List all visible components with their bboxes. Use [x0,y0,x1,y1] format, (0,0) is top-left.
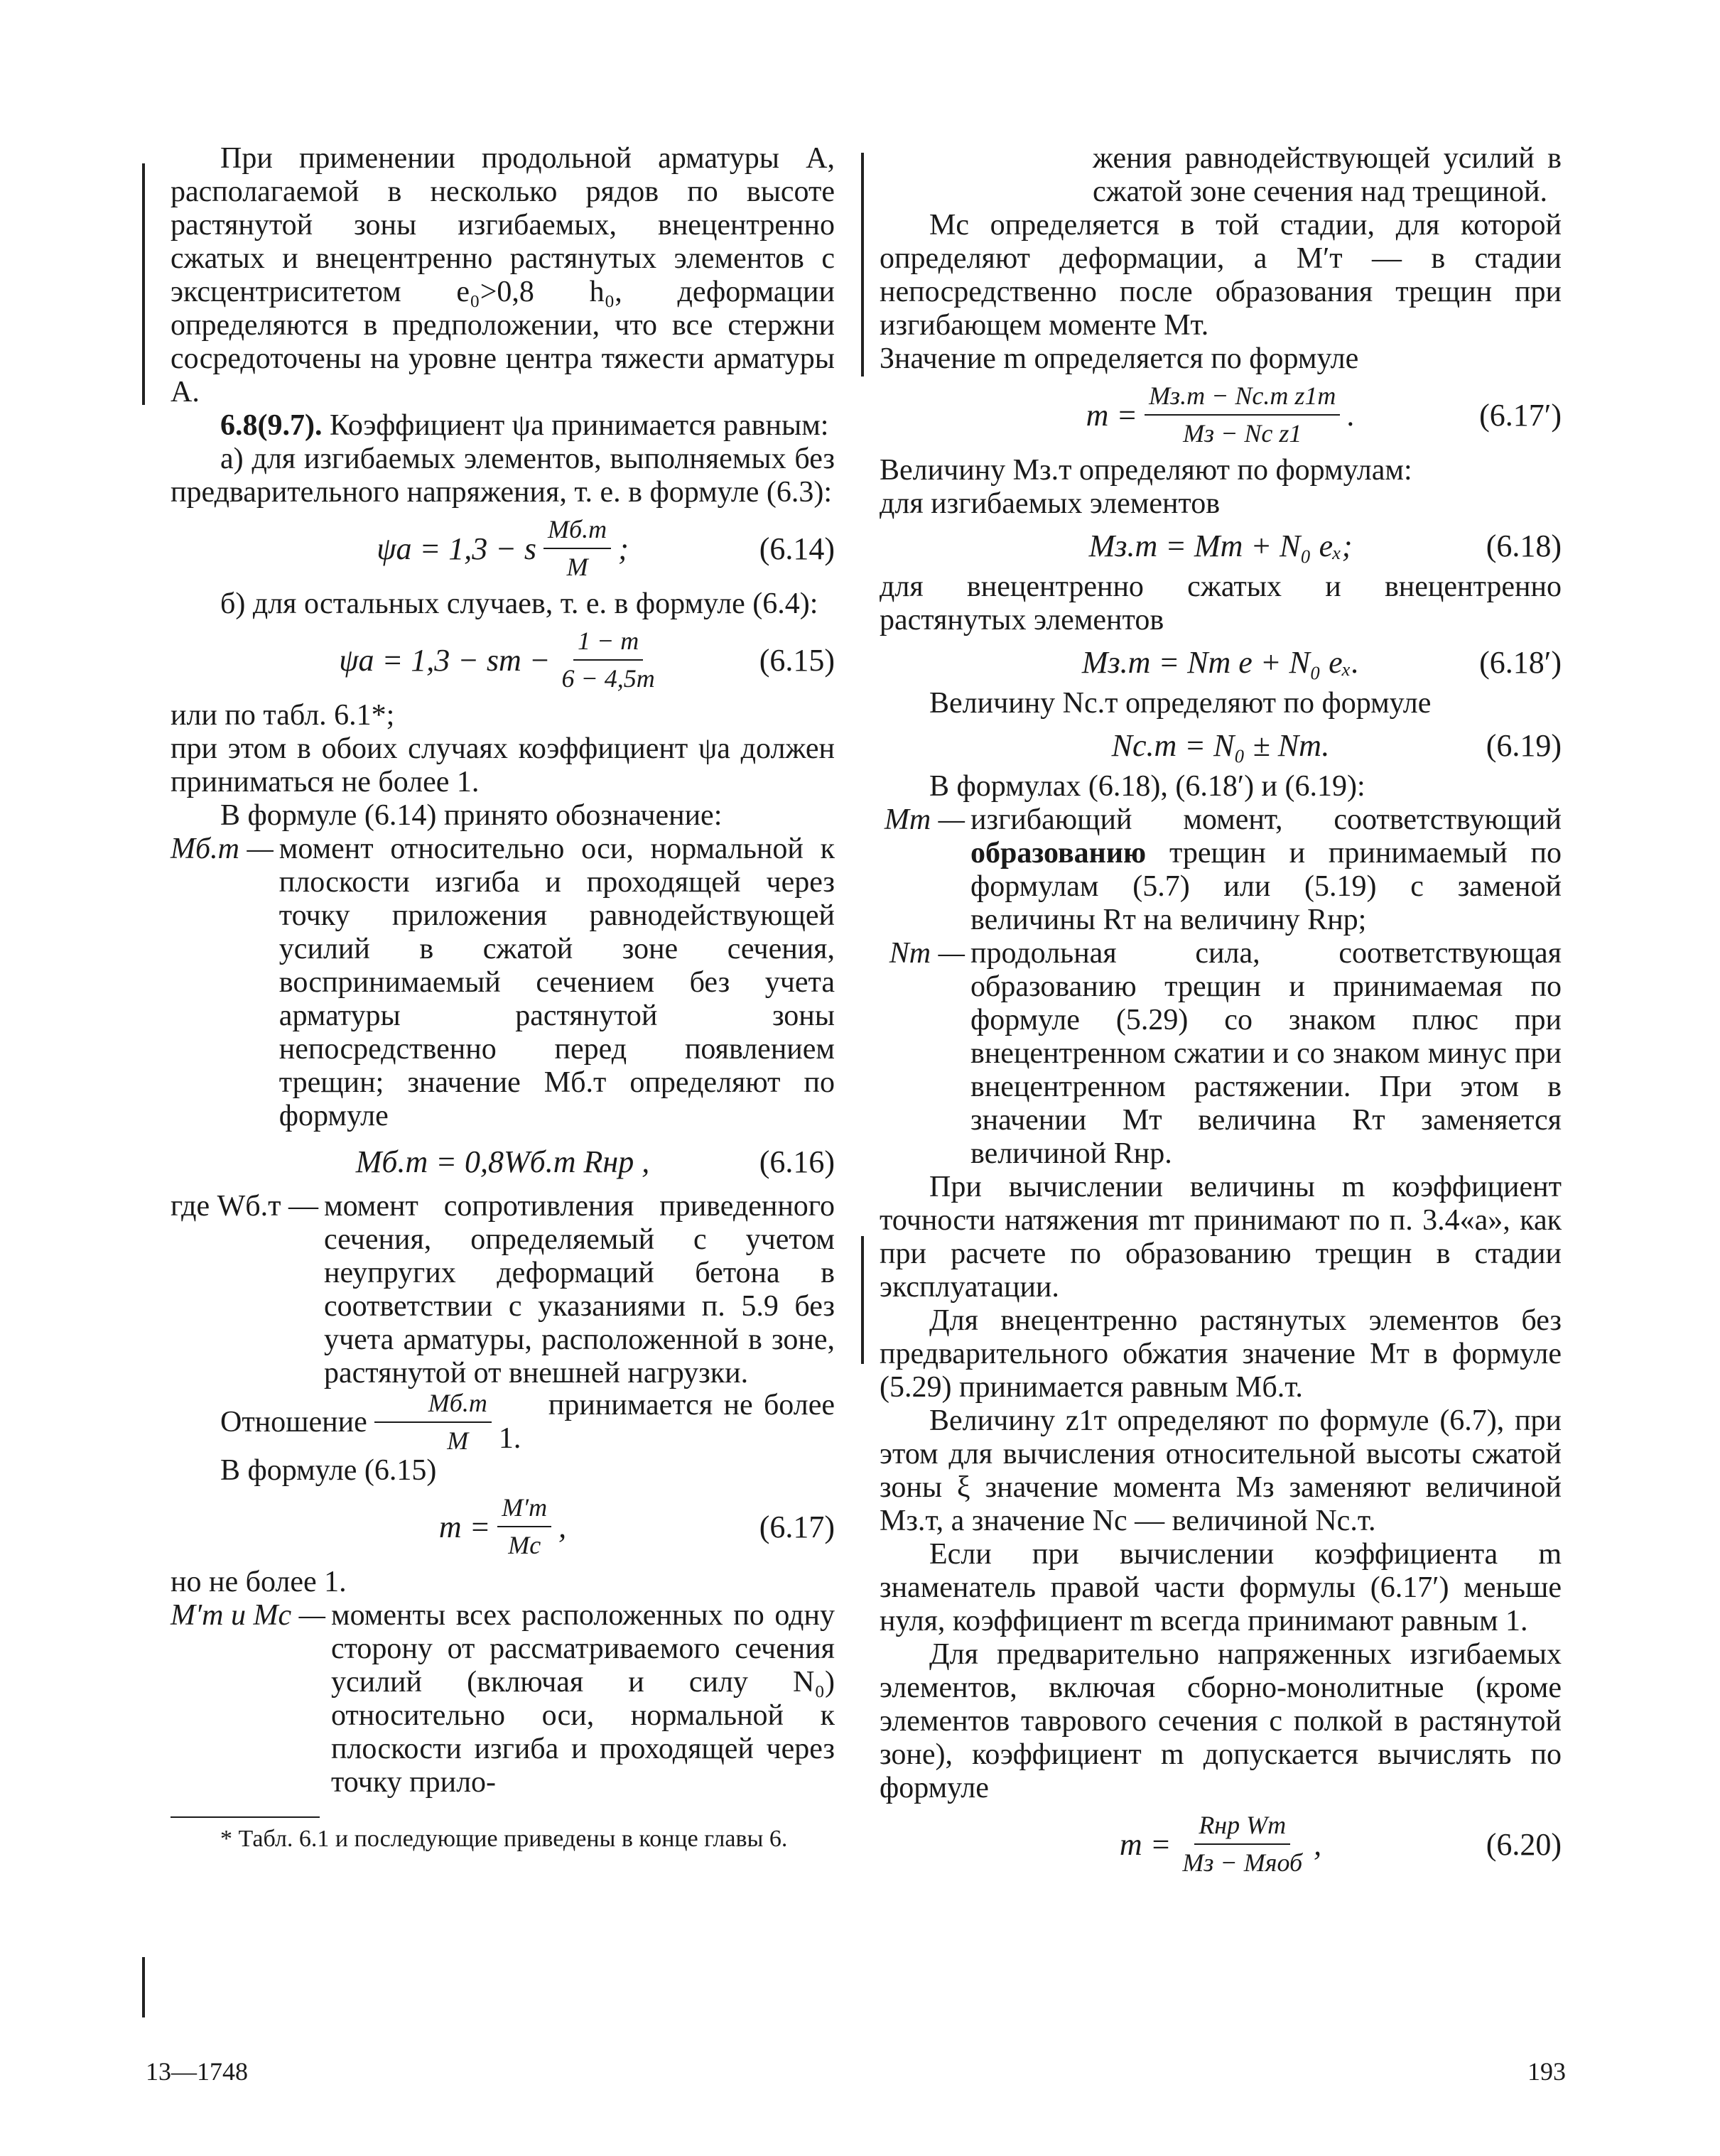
margin-bar-left [142,163,145,405]
formula-6-17 [171,1488,835,1566]
footnote: * Табл. 6.1 и последующие приведены в конце главы 6. [220,1826,788,1852]
formula-6-20-fraction [1178,1809,1307,1880]
formula-6-18-number: (6.18) [1486,528,1562,563]
fraction-numerator: M′т [497,1491,551,1527]
formula-6-17-fraction [497,1491,551,1562]
formula-6-16-body: Mб.т = 0,8Wб.т Rнр , [355,1144,650,1179]
formula-6-17-number: (6.17) [759,1509,835,1544]
paragraph-prestress: Для предварительно напряженных изгибаемых элементов, включая сборно-монолитные (кроме элементов таврового сечения с полкой в растянутой зоне), коэффициент m допускается вычислять по формуле [880,1638,1562,1804]
formula-6-17-lhs: m = [438,1509,491,1544]
formula-6-19-body: Nс.т = N₀ ± Nт. [1111,727,1330,763]
definition-nt [880,937,1562,1171]
fraction-numerator: Mб.т [374,1387,492,1423]
fraction-denominator: Mс [508,1531,541,1559]
paragraph-ratio [171,1390,835,1454]
definition-wbt [171,1190,835,1390]
formula-6-15-lhs: ψа = 1,3 − sm − [339,642,551,678]
formula-6-18-body: Mз.т = Mт + N₀ eₓ; [1088,528,1353,563]
definition-bold-word: образованию [970,837,1147,870]
section-number: 6.8(9.7). [220,409,323,442]
fraction-denominator: M [447,1426,469,1455]
margin-bar-middle [861,153,864,377]
paragraph-formula-6-14-notation: В формуле (6.14) принято обозначение: [220,799,723,832]
fraction-denominator: 6 − 4,5m [561,664,655,693]
margin-bar-footnote [142,1957,145,2017]
formula-6-20-lhs: m = [1119,1826,1172,1862]
definition-mt [880,803,1562,937]
definition-mbt [171,833,835,1133]
paragraph-z1t: Величину z1т определяют по формуле (6.7), при этом для вычисления относительной высоты сжатой зоны ξ значение момента Mз заменяют величиной Mз.т, а значение Nс — величиной Nс.т. [880,1404,1562,1537]
definition-term: Mт — [884,803,965,836]
formula-6-20-tail: , [1314,1826,1322,1862]
formula-6-17-prime-lhs: m = [1086,397,1138,433]
fraction-numerator: Mб.т [543,513,611,549]
formula-6-14-number: (6.14) [759,531,835,566]
formula-6-18-prime-number: (6.18′) [1479,644,1562,680]
paragraph-arrangement: При применении продольной арматуры A, располагаемой в несколько рядов по высоте растянутой зоны изгибаемых, внецентренно сжатых и внецентренно растянутых элементов с эксцентриситетом e₀>0,8 h₀, деформации определяются в предположении, что все стержни сосредоточены на уровне центра тяжести арматуры A. [171,142,835,408]
fraction-denominator: Mз − Nс z1 [1183,419,1302,448]
formula-6-15-number: (6.15) [759,642,835,678]
definition-term: Mб.т — [171,833,274,865]
formula-6-17-prime-fraction [1145,379,1340,450]
formula-6-15-fraction [558,624,659,695]
paragraph-eccentric: для внецентренно сжатых и внецентренно растянутых элементов [880,570,1562,636]
formula-6-14 [171,509,835,587]
fraction-denominator: Mз − Mяоб [1182,1848,1303,1877]
right-column [880,142,1562,1883]
section-text: Коэффициент ψа принимается равным: [329,409,829,442]
definition-description: моменты всех расположенных по одну сторону от рассматриваемого сечения усилий (включая и силу N₀) относительно оси, нормальной к плоскости изгиба и проходящей через точку прило- [330,1599,835,1799]
ratio-post: принимается не более 1. [498,1389,835,1455]
formula-6-16 [171,1133,835,1190]
definition-text-1: изгибающий момент, соответствующий [970,803,1562,836]
definition-term: где Wб.т — [171,1190,319,1223]
paragraph-bending: для изгибаемых элементов [880,487,1221,520]
definition-text-2: трещин и принимаемый по формулам (5.7) или (5.19) с заменой величины Rт на величину Rнр; [970,837,1562,936]
signature-mark: 13—1748 [146,2057,248,2086]
formula-6-18-prime-body: Mз.т = Nт e + N₀ eₓ. [1081,644,1360,680]
left-column [171,142,835,1853]
formula-6-16-number: (6.16) [759,1144,835,1179]
paragraph-m-value: Значение m определяется по формуле [880,342,1359,375]
formula-6-18-prime [880,637,1562,687]
formula-6-15 [171,621,835,699]
paragraph-tension: Для внецентренно растянутых элементов без предварительного обжатия значение Mт в формуле (5.29) принимается равным Mб.т. [880,1304,1562,1404]
formula-6-17-prime-number: (6.17′) [1479,397,1562,433]
item-a: а) для изгибаемых элементов, выполняемых без предварительного напряжения, т. е. в формуле (6.3): [171,443,835,509]
footnote-rule [171,1816,320,1818]
formula-6-18 [880,521,1562,570]
definition-term: M′т и Mс — [171,1599,325,1632]
paragraph-table-ref: или по табл. 6.1*; [171,699,395,732]
paragraph-in-formulas: В формулах (6.18), (6.18′) и (6.19): [929,770,1365,803]
formula-6-17-tail: , [558,1509,567,1544]
margin-bar-right-lower [861,1236,864,1364]
definition-description: момент сопротивления приведенного сечения, определяемый с учетом неупругих деформаций бетона в соответствии с указаниями п. 5.9 без учета арматуры, расположенной в зоне, растянутой от внешней нагрузки. [324,1190,835,1390]
paragraph-formula-6-15: В формуле (6.15) [220,1454,437,1487]
formula-6-14-tail: ; [618,531,629,566]
formula-6-20 [880,1805,1562,1883]
definition-mt-mc [171,1599,835,1799]
formula-6-19-number: (6.19) [1486,727,1562,763]
paragraph-not-more: но не более 1. [171,1566,347,1598]
item-b: б) для остальных случаев, т. е. в формуле (6.4): [220,587,818,620]
definition-term: Nт — [889,937,965,970]
formula-6-20-number: (6.20) [1486,1826,1562,1862]
fraction-numerator: Rнр Wт [1194,1809,1290,1845]
paragraph-negative: Если при вычислении коэффициента m знаменатель правой части формулы (6.17′) меньше нуля, коэффициент m всегда принимают равным 1. [880,1538,1562,1637]
fraction-numerator: Mз.т − Nс.т z1т [1145,379,1340,416]
formula-6-17-prime-tail: . [1347,397,1356,433]
definition-description [970,803,1562,937]
formula-6-17-prime [880,376,1562,454]
ratio-pre: Отношение [220,1405,367,1439]
definition-description: продольная сила, соответствующая образованию трещин и принимаемая по формуле (5.29) со знаком плюс при внецентренном сжатии и со знаком минус при внецентренном растяжении. При этом в значении Mт величина Rт заменяется величиной Rнр. [970,937,1562,1170]
fraction-numerator: 1 − m [573,624,643,661]
paragraph-both-cases: при этом в обоих случаях коэффициент ψа должен приниматься не более 1. [171,732,835,798]
paragraph-mc: Mс определяется в той стадии, для которой определяют деформации, а M′т — в стадии непосредственно после образования трещин при изгибающем моменте Mт. [880,209,1562,342]
paragraph-mzt: Величину Mз.т определяют по формулам: [880,454,1412,487]
section-6-8 [171,409,835,443]
paragraph-nct: Величину Nс.т определяют по формуле [929,687,1432,720]
paragraph-continuation: жения равнодействующей усилий в сжатой зоне сечения над трещиной. [1093,142,1562,208]
paragraph-calc: При вычислении величины m коэффициент точности натяжения mт принимают по п. 3.4«а», как при расчете по образованию трещин в стадии эксплуатации. [880,1171,1562,1304]
formula-6-14-lhs: ψа = 1,3 − s [377,531,537,566]
page-number: 193 [1527,2057,1566,2086]
formula-6-19 [880,720,1562,770]
ratio-fraction [374,1387,492,1458]
definition-description: момент относительно оси, нормальной к плоскости изгиба и проходящей через точку приложения равнодействующей усилий в сжатой зоне сечения, воспринимаемый сечением без учета арматуры растянутой зоны непосредственно перед появлением трещин; значение Mб.т определяют по формуле [278,833,835,1132]
formula-6-14-fraction [543,513,611,584]
fraction-denominator: M [566,553,588,581]
